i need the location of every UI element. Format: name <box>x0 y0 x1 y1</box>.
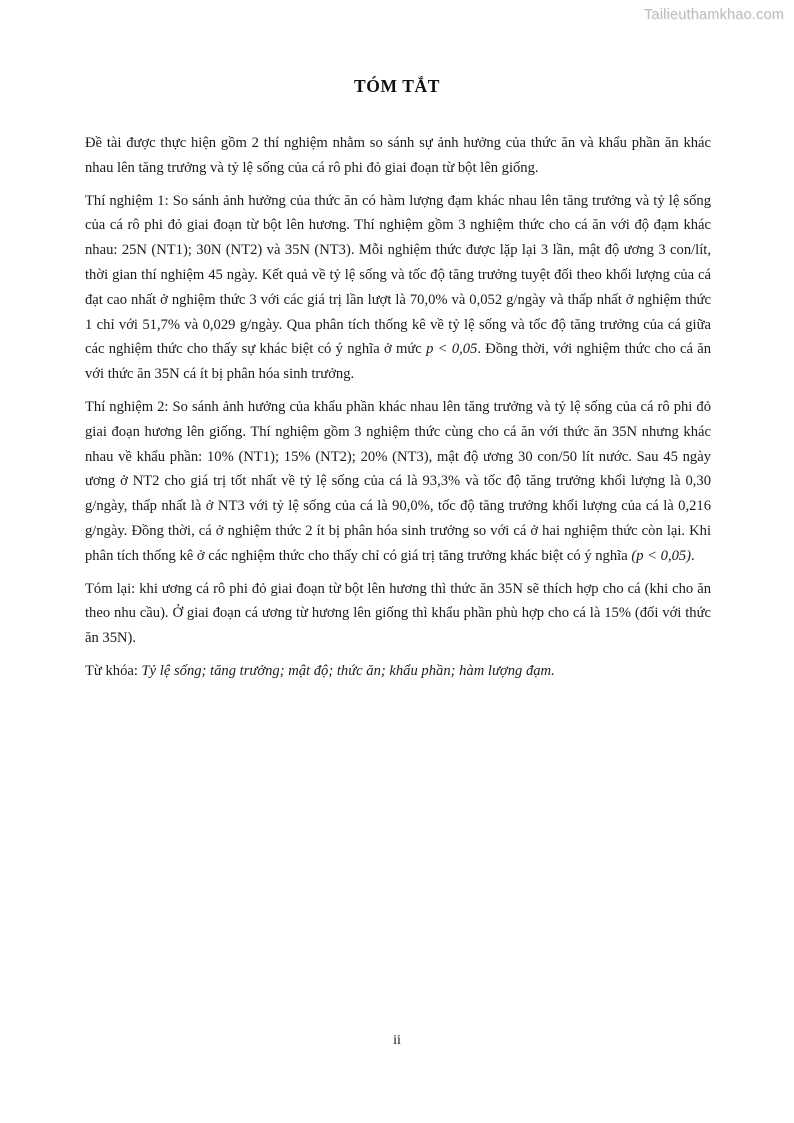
page-number: ii <box>393 1033 401 1048</box>
experiment-1-pvalue: p < 0,05 <box>426 341 478 358</box>
experiment-2-pvalue: (p < 0,05) <box>631 547 692 564</box>
experiment-1-text-end: . Đồng thời, với nghiệm thức cho cá ăn với thức ăn 35N cá ít bị phân hóa sinh trưởng. <box>85 341 712 383</box>
experiment-2-text-end: . <box>691 547 695 564</box>
experiment-2-text: Thí nghiệm 2: So sánh ảnh hưởng của khẩu phần khác nhau lên tăng trưởng và tỷ lệ sống của cá rô phi đỏ giai đoạn hương lên giống. Thí nghiệm gồm 3 nghiệm thức cùng cho cá ăn với thức ăn 35N nhưng khác nhau về khẩu phần: 10% (NT1); 15% (NT2); 20% (NT3), mật độ ương 30 con/50 lít nước. Sau 45 ngày ương ở NT2 cho giá trị tốt nhất về tỷ lệ sống của cá là 93,3% và tốc độ tăng trưởng khối lượng là 0,30 g/ngày, thấp nhất là ở NT3 với tỷ lệ sống của cá là 90,0%, tốc độ tăng trưởng khối lượng của cá là 0,216 g/ngày. Đồng thời, cá ở nghiệm thức 2 ít bị phân hóa sinh trưởng so với cá ở hai nghiệm thức còn lại. Khi phân tích thống kê ở các nghiệm thức cho thấy chỉ có giá trị tăng trưởng khác biệt có ý nghĩa <box>85 398 711 564</box>
keywords-label: Từ khóa: <box>85 662 142 679</box>
paragraph-keywords <box>85 659 711 684</box>
abstract-body <box>85 131 711 684</box>
paragraph-intro-text: Đề tài được thực hiện gồm 2 thí nghiệm nhằm so sánh sự ảnh hưởng của thức ăn và khẩu phần ăn khác nhau lên tăng trưởng và tỷ lệ sống của cá rô phi đỏ giai đoạn từ bột lên giống. <box>85 135 711 176</box>
keywords-list: Tỷ lệ sống; tăng trưởng; mật độ; thức ăn; khẩu phần; hàm lượng đạm. <box>141 662 555 679</box>
experiment-1-text: Thí nghiệm 1: So sánh ảnh hưởng của thức ăn có hàm lượng đạm khác nhau lên tăng trưởng và tỷ lệ sống của cá rô phi đỏ giai đoạn từ bột lên hương. Thí nghiệm gồm 3 nghiệm thức cho cá ăn với độ đạm khác nhau: 25N (NT1); 30N (NT2) và 35N (NT3). Mỗi nghiệm thức được lặp lại 3 lần, mật độ ương 3 con/lít, thời gian thí nghiệm 45 ngày. Kết quả về tỷ lệ sống và tốc độ tăng trưởng tuyệt đối theo khối lượng của cá đạt cao nhất ở nghiệm thức 3 với các giá trị lần lượt là 70,0% và 0,052 g/ngày và thấp nhất ở nghiệm thức 1 chỉ với 51,7% và 0,029 g/ngày. Qua phân tích thống kê về tỷ lệ sống và tốc độ tăng trưởng của cá giữa các nghiệm thức cho thấy sự khác biệt có ý nghĩa ở mức <box>85 192 711 358</box>
paragraph-experiment-1 <box>85 189 711 387</box>
paragraph-experiment-2 <box>85 395 711 569</box>
page-title: TÓM TẮT <box>353 76 441 96</box>
paragraph-conclusion <box>85 577 711 651</box>
watermark-text: Tailieuthamkhao.com <box>643 7 784 23</box>
conclusion-text: Tóm lại: khi ương cá rô phi đỏ giai đoạn từ bột lên hương thì thức ăn 35N sẽ thích hợp cho cá (khi cho ăn theo nhu cầu). Ở giai đoạn cá ương từ hương lên giống thì khẩu phần phù hợp cho cá là 15% (đối với thức ăn 35N). <box>85 580 711 647</box>
paragraph-intro <box>85 131 711 181</box>
